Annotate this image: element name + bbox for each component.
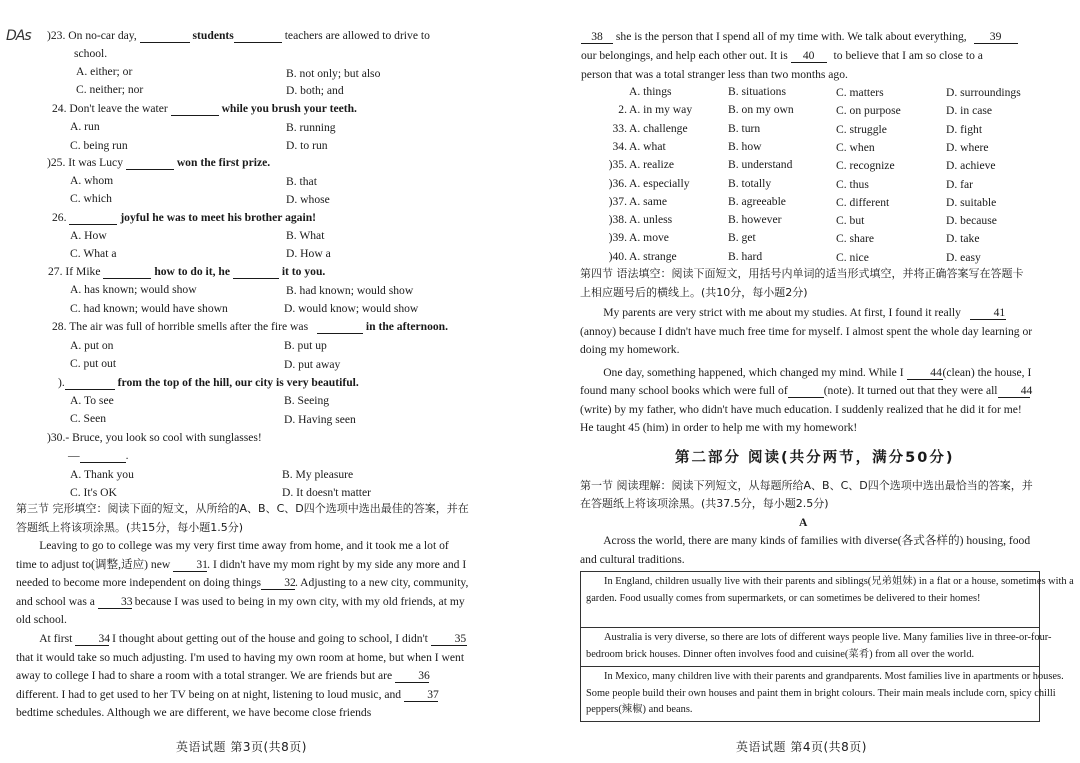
option-d[interactable]: D. fight [946, 122, 983, 136]
box-divider [581, 666, 1039, 667]
option-c[interactable]: C. recognize [836, 159, 895, 173]
question-continuation: school. [74, 47, 108, 60]
right-page-footer: 英语试题 第4页(共8页) [736, 740, 867, 754]
cloze-continuation-line-2: our belongings, and help each other out. It is 40 to believe that I am so close to a [581, 49, 983, 62]
option-b[interactable]: B. not only; but also [286, 67, 381, 80]
question-number: )30. [47, 431, 66, 444]
option-a[interactable]: A. put on [70, 339, 114, 352]
part-2-title: 第二部分 阅读(共分两节，满分50分) [675, 450, 955, 466]
question-number: 28. [52, 320, 67, 333]
option-c[interactable]: C. on purpose [836, 104, 901, 118]
option-row-number: 33. [612, 121, 627, 135]
option-a[interactable]: A. either; or [76, 65, 133, 78]
blank-32[interactable]: 32 [261, 577, 295, 590]
section-1-heading-cont: 在答题纸上将该项涂黑。(共37.5分，每小题2.5分) [580, 497, 829, 510]
answer-blank[interactable] [234, 30, 282, 43]
question-stem: how to do it, he [154, 265, 231, 278]
option-d[interactable]: D. because [946, 214, 997, 228]
question-number: ). [58, 376, 65, 389]
section-4-heading-cont: 上相应题号后的横线上。(共10分，每小题2分) [580, 286, 808, 299]
option-a[interactable]: A. How [70, 229, 107, 242]
option-d[interactable]: D. It doesn't matter [282, 486, 372, 499]
option-a[interactable]: A. strange [629, 249, 677, 263]
option-d[interactable]: D. How a [286, 247, 331, 260]
option-b[interactable]: B. situations [728, 85, 786, 98]
option-row-number: )35. [608, 158, 627, 172]
option-d[interactable]: D. far [946, 177, 974, 191]
option-c[interactable]: C. nice [836, 250, 869, 264]
passage-a-label: A [799, 516, 808, 529]
option-b[interactable]: B. What [286, 229, 325, 242]
section-3-heading: 第三节 完形填空：阅读下面的短文，从所给的A、B、C、D四个选项中选出最佳的答案，并在 [16, 502, 469, 515]
answer-blank[interactable] [69, 212, 117, 225]
option-b[interactable]: B. Seeing [284, 394, 330, 407]
option-b[interactable]: B. had known; would show [286, 284, 414, 297]
option-a[interactable]: A. especially [629, 176, 690, 190]
option-b[interactable]: B. get [728, 231, 756, 245]
question-25 [47, 157, 270, 170]
question-stem: teachers are allowed to drive to [284, 29, 430, 42]
cloze-paragraph-1: Leaving to go to college was my very first time away from home, and it took me a lot of time to adjust to(调整,适应) new 31. I didn't have my mom right by my side any more and I needed to become more independent on doing things 32. Adjusting to a new city, community, and school was a 33 because I was used to being in my own city, with my old friends, at my old school. [16, 539, 469, 627]
england-text: In England, children usually live with their parents and siblings(兄弟姐妹) in a flat or a house, sometimes with a garden. Food usually comes from supermarkets, or can sometimes be delivered to their homes! [586, 576, 1074, 604]
question-stem: If Mike [65, 265, 101, 278]
answer-blank[interactable] [80, 450, 126, 463]
option-a[interactable]: A. in my way [629, 103, 693, 117]
blank-44-clean[interactable]: 44 [907, 367, 943, 380]
box-divider [581, 627, 1039, 628]
option-d[interactable]: D. to run [286, 139, 328, 152]
option-c[interactable]: C. which [70, 192, 112, 205]
option-d[interactable]: D. would know; would show [284, 302, 419, 315]
option-b[interactable]: B. running [286, 121, 336, 134]
blank-40[interactable]: 40 [791, 50, 827, 63]
answer-blank[interactable] [171, 103, 219, 116]
question-29 [58, 377, 359, 390]
blank-31[interactable]: 31 [173, 559, 207, 572]
option-row-number: )38. [608, 213, 627, 227]
question-stem: On no-car day, [68, 29, 137, 42]
option-d[interactable]: D. where [946, 140, 989, 154]
question-27 [48, 266, 325, 279]
option-d[interactable]: D. suitable [946, 195, 997, 209]
answer-blank[interactable] [233, 266, 279, 279]
grammar-paragraph-1: My parents are very strict with me about my studies. At first, I found it really 41 (annoy) because I didn't have much free time for myself. I almost spent the whole day learning or doing my homework. [580, 306, 1033, 356]
option-b[interactable]: B. understand [728, 158, 793, 172]
handwritten-mark: DAs [6, 28, 31, 44]
option-d[interactable]: D. surroundings [946, 86, 1021, 99]
question-stem: - Bruce, you look so cool with sunglasses! [65, 431, 262, 444]
option-row-number: )40. [608, 249, 627, 263]
grammar-paragraph-2: One day, something happened, which changed my mind. While I 44(clean) the house, I found many school books which were full of (note). It turned out that they were all 44(write) by my father, who didn't have much education. I suddenly realized that he did it for me! He taught 45 (him) in order to help me with my homework! [580, 365, 1033, 434]
answer-blank[interactable] [317, 321, 363, 334]
grammar-passage [580, 304, 1038, 438]
option-c[interactable]: C. neither; nor [76, 83, 144, 96]
option-a[interactable]: A. unless [629, 213, 673, 227]
cloze-continuation-line-3: person that was a total stranger less than two months ago. [581, 68, 848, 81]
option-c[interactable]: C. What a [70, 247, 117, 260]
blank-41[interactable]: 41 [970, 307, 1006, 320]
option-row-number: 2. [618, 103, 627, 117]
option-c[interactable]: C. different [836, 195, 890, 209]
option-d[interactable]: D. both; and [286, 84, 344, 97]
option-a[interactable]: A. what [629, 139, 666, 153]
question-number: )25. [47, 156, 66, 169]
question-stem: it to you. [281, 265, 326, 278]
blank-note[interactable] [788, 385, 824, 398]
question-28 [52, 321, 448, 334]
option-a[interactable]: A. whom [70, 174, 114, 187]
question-stem: students [192, 29, 234, 42]
section-1-heading: 第一节 阅读理解：阅读下列短文，从每题所给A、B、C、D四个选项中选出最恰当的答案，并 [580, 479, 1033, 492]
option-row-number: 34. [612, 139, 627, 153]
option-b[interactable]: B. turn [728, 121, 761, 135]
option-b[interactable]: B. how [728, 139, 762, 153]
mexico-text: In Mexico, many children live with their parents and grandparents. Most families live in apartments or houses. Some people build their own houses and paint them in bright colours. Their main meals include corn, spicy chilli peppers(辣椒) and beans. [586, 671, 1064, 715]
question-24 [52, 103, 357, 116]
option-d[interactable]: D. whose [286, 193, 330, 206]
option-c[interactable]: C. matters [836, 86, 884, 99]
option-a[interactable]: A. To see [70, 394, 114, 407]
question-stem: from the top of the hill, our city is very beautiful. [117, 376, 359, 389]
dash: — [68, 449, 80, 462]
question-stem: joyful he was to meet his brother again! [120, 211, 317, 224]
option-b[interactable]: B. totally [728, 176, 772, 190]
question-23 [47, 30, 430, 43]
blank-39[interactable]: 39 [974, 31, 1018, 44]
option-a[interactable]: A. challenge [629, 121, 688, 135]
question-26 [52, 212, 316, 225]
option-row-number: )39. [608, 231, 627, 245]
option-c[interactable]: C. put out [70, 357, 117, 370]
option-b[interactable]: B. hard [728, 249, 763, 263]
question-stem: in the afternoon. [365, 320, 449, 333]
option-a[interactable]: A. move [629, 231, 669, 245]
answer-blank[interactable] [126, 157, 174, 170]
option-b[interactable]: B. on my own [728, 103, 794, 117]
option-d[interactable]: D. in case [946, 104, 993, 118]
question-stem: Don't leave the water [69, 102, 168, 115]
left-page-footer: 英语试题 第3页(共8页) [176, 740, 307, 754]
option-a[interactable]: A. realize [629, 158, 675, 172]
option-c[interactable]: C. being run [70, 139, 128, 152]
option-d[interactable]: D. put away [284, 358, 341, 371]
question-stem: while you brush your teeth. [221, 102, 357, 115]
option-c[interactable]: C. had known; would have shown [70, 302, 228, 315]
blank-33[interactable]: 33 [98, 596, 132, 609]
option-b[interactable]: B. put up [284, 339, 327, 352]
australia-text: Australia is very diverse, so there are lots of different ways people live. Many families live in three-or-four-bedroom brick houses. Dinner often involves food and cuisine(菜肴) from all over the world. [586, 632, 1052, 660]
passage-a-intro: Across the world, there are many kinds of families with diverse(各式各样的) housing, food and cultural traditions. [580, 534, 1031, 566]
blank-37[interactable]: 37 [404, 689, 438, 702]
option-b[interactable]: B. My pleasure [282, 468, 354, 481]
option-a[interactable]: A. run [70, 120, 100, 133]
question-30 [47, 432, 262, 444]
option-b[interactable]: B. that [286, 175, 317, 188]
blank-38[interactable]: 38 [581, 31, 613, 44]
cloze-continuation-line-1: 38 she is the person that I spend all of my time with. We talk about everything, 39 [581, 31, 1018, 44]
blank-44-write[interactable]: 44 [998, 385, 1030, 398]
option-c[interactable]: C. struggle [836, 122, 887, 136]
blank-34[interactable]: 34 [75, 633, 109, 646]
option-d[interactable]: D. easy [946, 250, 981, 264]
cloze-passage [16, 537, 471, 723]
question-stem: The air was full of horrible smells after the fire was [69, 320, 309, 333]
dialog-reply: — . [68, 449, 129, 462]
question-number: 26. [52, 211, 67, 224]
option-a[interactable]: A. has known; would show [70, 283, 197, 296]
option-c[interactable]: C. share [836, 232, 874, 246]
option-c[interactable]: C. when [836, 140, 875, 154]
blank-36[interactable]: 36 [395, 670, 429, 683]
question-number: )23. [47, 29, 66, 42]
option-d[interactable]: D. take [946, 232, 980, 246]
option-d[interactable]: D. achieve [946, 159, 996, 173]
answer-blank[interactable] [140, 30, 190, 43]
option-row-number: )37. [608, 194, 627, 208]
option-row-number: )36. [608, 176, 627, 190]
blank-35[interactable]: 35 [431, 633, 467, 646]
answer-blank[interactable] [103, 266, 151, 279]
question-stem: It was Lucy [68, 156, 123, 169]
option-c[interactable]: C. thus [836, 177, 869, 191]
option-a[interactable]: A. things [629, 85, 672, 98]
option-c[interactable]: C. but [836, 214, 865, 228]
option-c[interactable]: C. Seen [70, 412, 107, 425]
question-stem: won the first prize. [176, 156, 271, 169]
section-4-heading: 第四节 语法填空：阅读下面短文，用括号内单词的适当形式填空，并将正确答案写在答题卡 [580, 267, 1024, 280]
question-number: 27. [48, 265, 63, 278]
cloze-paragraph-2: At first 34 I thought about getting out of the house and going to school, I didn't 35 that it would take so much adjusting. I'm used to having my own room at home, but when I went away to college I had to share a room with a total stranger. We are friends but are 36 different. I had to get used to her TV being on at night, listening to loud music, and 37 bedtime schedules. Although we are different, we have become close friends [16, 631, 467, 720]
option-c[interactable]: C. It's OK [70, 486, 117, 499]
option-b[interactable]: B. agreeable [728, 194, 786, 208]
option-a[interactable]: A. same [629, 194, 667, 208]
answer-blank[interactable] [65, 377, 115, 390]
section-3-heading-cont: 答题纸上将该项涂黑。(共15分，每小题1.5分) [16, 521, 244, 534]
option-b[interactable]: B. however [728, 213, 782, 227]
option-a[interactable]: A. Thank you [70, 468, 134, 481]
option-d[interactable]: D. Having seen [284, 413, 356, 426]
question-number: 24. [52, 102, 67, 115]
